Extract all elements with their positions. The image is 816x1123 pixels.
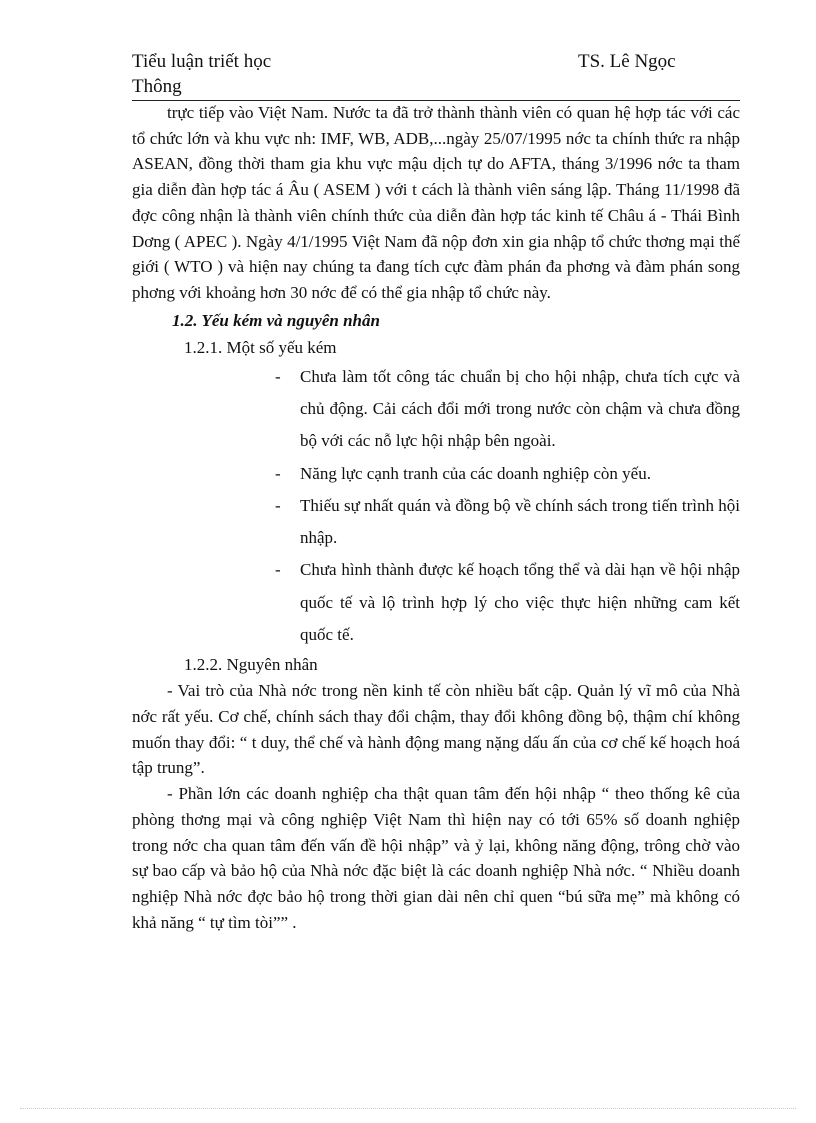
list-item-text: Chưa hình thành được kế hoạch tổng thể và dài hạn về hội nhập quốc tế và lộ trình hợp lý cho việc thực hiện những cam kết quốc tế.	[300, 560, 740, 644]
cause-paragraph: - Phần lớn các doanh nghiệp cha thật quan tâm đến hội nhập “ theo thống kê của phòng thơng mại và công nghiệp Việt Nam thì hiện nay có tới 65% số doanh nghiệp trong nớc cha quan tâm đến vấn đề hội nhập” và ỷ lại, không năng động, trông chờ vào sự bao cấp và bảo hộ của Nhà nớc đặc biệt là các doanh nghiệp Nhà nớc. “ Nhiều doanh nghiệp Nhà nớc đợc bảo hộ trong thời gian dài nên chỉ quen “bú sữa mẹ” mà không có khả năng “ tự tìm tòi”” .	[132, 784, 740, 932]
cause-paragraph: - Vai trò của Nhà nớc trong nền kinh tế còn nhiều bất cập. Quản lý vĩ mô của Nhà nớc rất yếu. Cơ chế, chính sách thay đổi chậm, thay đổi không đồng bộ, thậm chí không muốn thay đổi: “ t duy, thể chế và hành động mang nặng dấu ấn của cơ chế kế hoạch hoá tập trung”.	[132, 681, 740, 778]
list-item	[275, 458, 740, 490]
bullet-dash: -	[275, 560, 281, 580]
header-author: TS. Lê Ngọc	[578, 51, 676, 72]
list-item	[275, 554, 740, 651]
list-item	[275, 361, 740, 458]
intro-paragraph: trực tiếp vào Việt Nam. Nước ta đã trở thành thành viên có quan hệ hợp tác với các tổ chức lớn và khu vực nh: IMF, WB, ADB,...ngày 25/07/1995 nớc ta chính thức ra nhập ASEAN, đồng thời tham gia khu vực mậu dịch tự do AFTA, tháng 3/1996 nớc ta tham gia diễn đàn hợp tác á Âu ( ASEM ) với t cách là thành viên sáng lập. Tháng 11/1998 đã đợc công nhận là thành viên chính thức của diễn đàn hợp tác kinh tế Châu á - Thái Bình Dơng ( APEC ). Ngày 4/1/1995 Việt Nam đã nộp đơn xin gia nhập tổ chức thơng mại thế giới ( WTO ) và hiện nay chúng ta đang tích cực đàm phán đa phơng và đàm phán song phơng với khoảng hơn 30 nớc để có thể gia nhập tổ chức này.	[132, 103, 740, 302]
list-item-text: Thiếu sự nhất quán và đồng bộ về chính sách trong tiến trình hội nhập.	[300, 495, 740, 548]
section-heading: 1.2. Yếu kém và nguyên nhân	[172, 310, 380, 330]
weakness-list	[132, 361, 740, 652]
list-item-text: Chưa làm tốt công tác chuẩn bị cho hội nhập, chưa tích cực và chủ động. Cải cách đổi mới trong nước còn chậm và chưa đồng bộ với các nỗ lực hội nhập bên ngoài.	[300, 366, 740, 451]
page-bottom-divider	[20, 1108, 796, 1109]
list-item-text: Năng lực cạnh tranh của các doanh nghiệp còn yếu.	[300, 463, 651, 483]
page-header	[132, 50, 740, 101]
subsection-heading-causes: 1.2.2. Nguyên nhân	[184, 655, 318, 675]
header-author-continued: Thông	[132, 76, 182, 97]
bullet-dash: -	[275, 463, 281, 483]
list-item	[275, 490, 740, 555]
header-title: Tiểu luận triết học	[132, 51, 272, 72]
bullet-dash: -	[275, 495, 281, 515]
subsection-heading-weaknesses: 1.2.1. Một số yếu kém	[184, 337, 337, 357]
document-body	[132, 100, 740, 935]
bullet-dash: -	[275, 366, 281, 386]
